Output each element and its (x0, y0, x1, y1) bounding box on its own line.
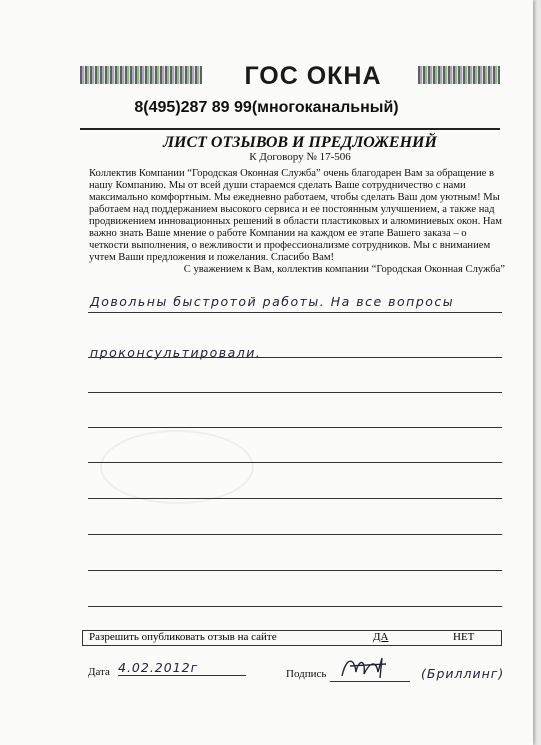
signature-scribble (336, 652, 396, 684)
review-line-4 (88, 427, 502, 428)
review-line-9 (88, 606, 502, 607)
review-line-2 (88, 357, 502, 358)
signature-line (330, 681, 410, 682)
signer-name: (Бриллинг) (421, 666, 505, 681)
review-handwriting-line-2: проконсультировали. (90, 345, 262, 360)
review-line-7 (88, 534, 502, 535)
logo-stripe-left (80, 66, 202, 84)
header-divider (80, 128, 500, 130)
form-title: ЛИСТ ОТЗЫВОВ И ПРЕДЛОЖЕНИЙ (163, 134, 437, 151)
publish-consent-box (82, 630, 502, 646)
intro-paragraph: Коллектив Компании “Городская Оконная Служба” очень благодарен Вам за обращение в нашу Компанию. Мы от всей души стараемся сделать Ваше сотрудничество с нами максимально комфортным. Мы ежедневно работаем, чтобы сделать Ваш дом уютным! Мы работаем над поддержанием высокого сервиса и ее постоянным улучшением, а также над продвижением инновационных решений в области пластиковых и алюминиевых окон. Нам важно знать Ваше мнение о работе Компании на каждом ее этапе Вашего заказа – о четкости выполнения, о вежливости и профессионализме сотрудников. Мы с вниманием учтем Ваши предложения и пожелания. Спасибо Вам! (89, 168, 502, 263)
review-line-8 (88, 570, 502, 571)
publish-consent-label: Разрешить опубликовать отзыв на сайте (89, 631, 277, 643)
logo-text: ГОС ОКНА (244, 62, 382, 90)
review-line-1 (88, 312, 502, 313)
logo-stripe-right (418, 66, 500, 84)
review-line-3 (88, 392, 502, 393)
contract-number: К Договору № 17-506 (249, 151, 351, 163)
consent-no-option[interactable]: НЕТ (453, 631, 475, 643)
review-line-5 (88, 462, 502, 463)
company-logo (80, 62, 500, 88)
review-line-6 (88, 498, 502, 499)
review-handwriting-line-1: Довольны быстротой работы. На все вопросы (90, 294, 455, 309)
phone-number: 8(495)287 89 99(многоканальный) (134, 99, 399, 116)
faint-stamp-mark (100, 430, 254, 504)
consent-yes-option[interactable]: ДА (373, 631, 389, 643)
date-label: Дата (88, 666, 110, 678)
signature-label: Подпись (286, 668, 327, 680)
date-field[interactable]: 4.02.2012г (118, 660, 246, 676)
intro-signoff: С уважением к Вам, коллектив компании “Городская Оконная Служба” (183, 264, 505, 275)
intro-text-block (89, 168, 509, 276)
